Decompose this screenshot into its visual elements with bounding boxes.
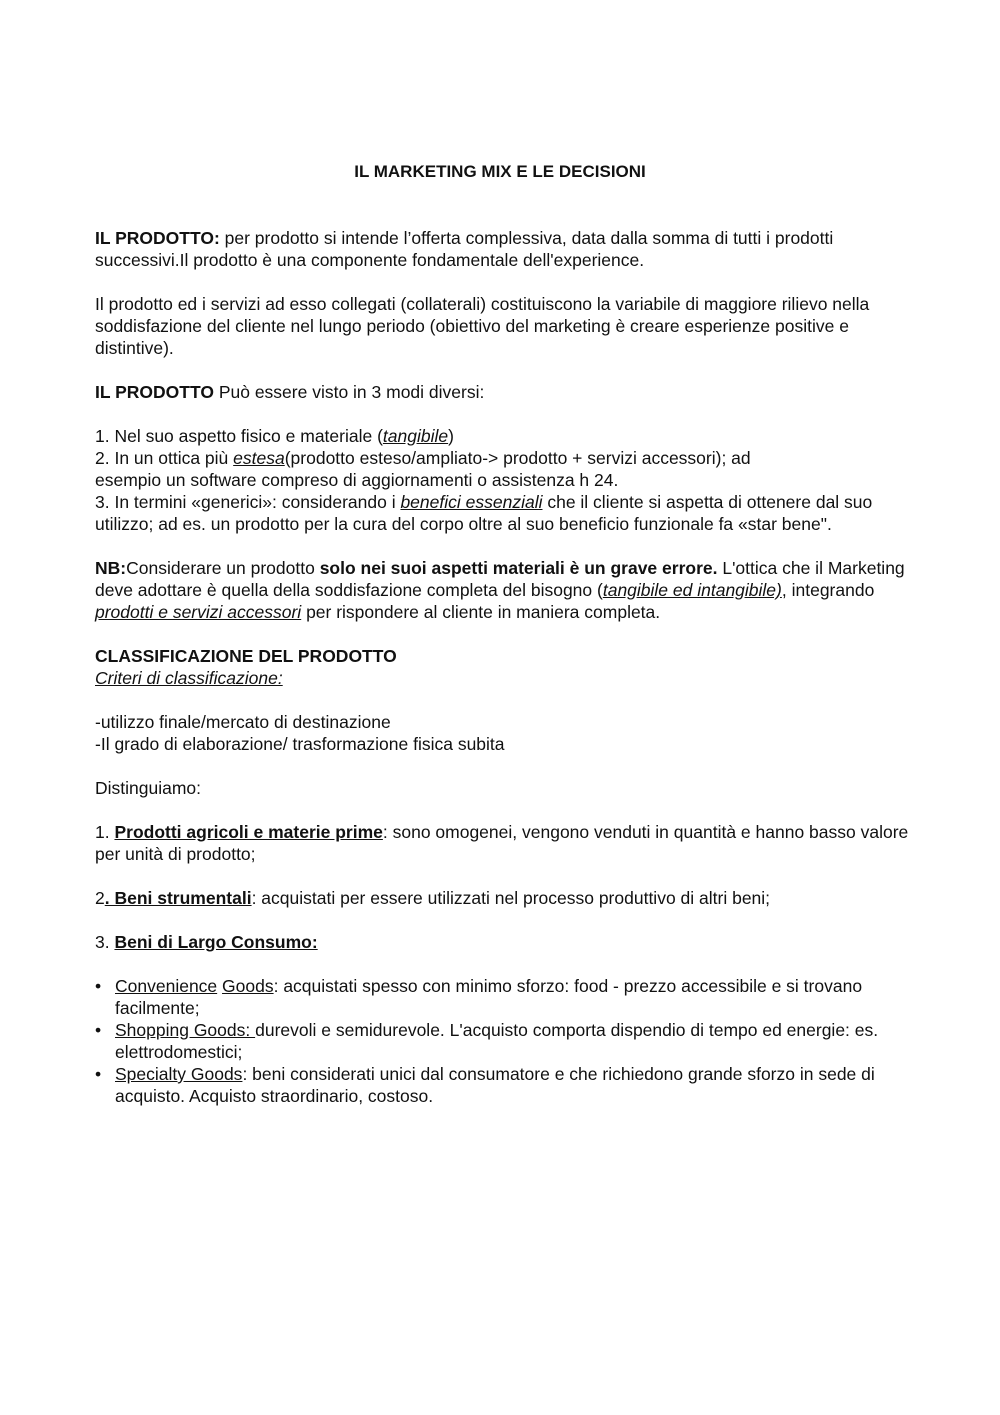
nb-lead: NB: — [95, 558, 127, 578]
benefici-essenziali-term: benefici essenziali — [400, 492, 543, 512]
consumer-goods-list — [95, 975, 915, 1107]
estesa-term: estesa — [233, 448, 285, 468]
nb-bold-text: solo nei suoi aspetti materiali è un grave errore. — [319, 558, 718, 578]
category-1-label: Prodotti agricoli e materie prime — [114, 822, 383, 842]
criterion-1: -utilizzo finale/mercato di destinazione — [95, 712, 391, 732]
product-modes-list — [95, 425, 915, 535]
category-3: 3. Beni di Largo Consumo: — [95, 932, 318, 952]
tangibile-term: tangibile — [382, 426, 449, 446]
convenience-term: Convenience — [115, 976, 218, 996]
product-definition-text: per prodotto si intende l’offerta complessiva, data dalla somma di tutti i prodotti successivi.Il prodotto è una componente fondamentale dell'experience. — [95, 228, 834, 270]
list-item: • Convenience Goods: acquistati spesso con minimo sforzo: food - prezzo accessibile e si trovano facilmente; — [95, 975, 915, 1019]
mode-2: 2. In un ottica più estesa(prodotto esteso/ampliato-> prodotto + servizi accessori); ad esempio un software compreso di aggiornamenti o assistenza h 24. — [95, 448, 751, 490]
paragraph-nb: NB:Considerare un prodotto solo nei suoi aspetti materiali è un grave errore. L'ottica che il Marketing deve adottare è quella della soddisfazione completa del bisogno (tangibile ed intangibile), integrando prodotti e servizi accessori per rispondere al cliente in maniera completa. — [95, 558, 905, 622]
classification-section — [95, 645, 915, 689]
mode-1: 1. Nel suo aspetto fisico e materiale (tangibile) — [95, 426, 454, 446]
goods-term: Goods — [222, 976, 274, 996]
specialty-goods-term: Specialty Goods — [115, 1064, 243, 1084]
product-modes-text: Può essere visto in 3 modi diversi: — [213, 382, 485, 402]
category-3-label: Beni di Largo Consumo: — [114, 932, 318, 952]
prodotti-servizi-accessori-term: prodotti e servizi accessori — [95, 602, 302, 622]
classification-criteria-subheading: Criteri di classificazione: — [95, 668, 283, 688]
category-1: 1. Prodotti agricoli e materie prime: sono omogenei, vengono venduti in quantità e hanno basso valore per unità di prodotto; — [95, 822, 909, 864]
tangibile-intangibile-term: tangibile ed intangibile) — [602, 580, 782, 600]
paragraph-product-modes-intro — [95, 381, 915, 403]
document-body — [95, 227, 915, 1107]
list-item: • Shopping Goods: durevoli e semidurevole. L'acquisto comporta dispendio di tempo ed energie: es. elettrodomestici; — [95, 1019, 915, 1063]
paragraph-product-definition — [95, 227, 915, 271]
category-2: 2. Beni strumentali: acquistati per essere utilizzati nel processo produttivo di altri beni; — [95, 888, 771, 908]
product-lead-label: IL PRODOTTO: — [95, 228, 220, 248]
mode-3: 3. In termini «generici»: considerando i benefici essenziali che il cliente si aspetta di ottenere dal suo utilizzo; ad es. un prodotto per la cura del corpo oltre al suo beneficio funzionale fa «star bene". — [95, 492, 873, 534]
criterion-2: -Il grado di elaborazione/ trasformazione fisica subita — [95, 734, 505, 754]
shopping-goods-term: Shopping Goods: — [115, 1020, 256, 1040]
distinguiamo-label: Distinguiamo: — [95, 778, 202, 798]
classification-criteria-list — [95, 711, 915, 755]
classification-heading: CLASSIFICAZIONE DEL PRODOTTO — [95, 646, 397, 666]
list-item: • Specialty Goods: beni considerati unici dal consumatore e che richiedono grande sforzo in sede di acquisto. Acquisto straordinario, costoso. — [95, 1063, 915, 1107]
document-title: IL MARKETING MIX E LE DECISIONI — [354, 162, 646, 181]
paragraph-product-services: Il prodotto ed i servizi ad esso collegati (collaterali) costituiscono la variabile di maggiore rilievo nella soddisfazione del cliente nel lungo periodo (obiettivo del marketing è creare esperienze positive e distintive). — [95, 294, 870, 358]
product-modes-lead: IL PRODOTTO — [95, 382, 214, 402]
category-2-label: . Beni strumentali — [104, 888, 252, 908]
